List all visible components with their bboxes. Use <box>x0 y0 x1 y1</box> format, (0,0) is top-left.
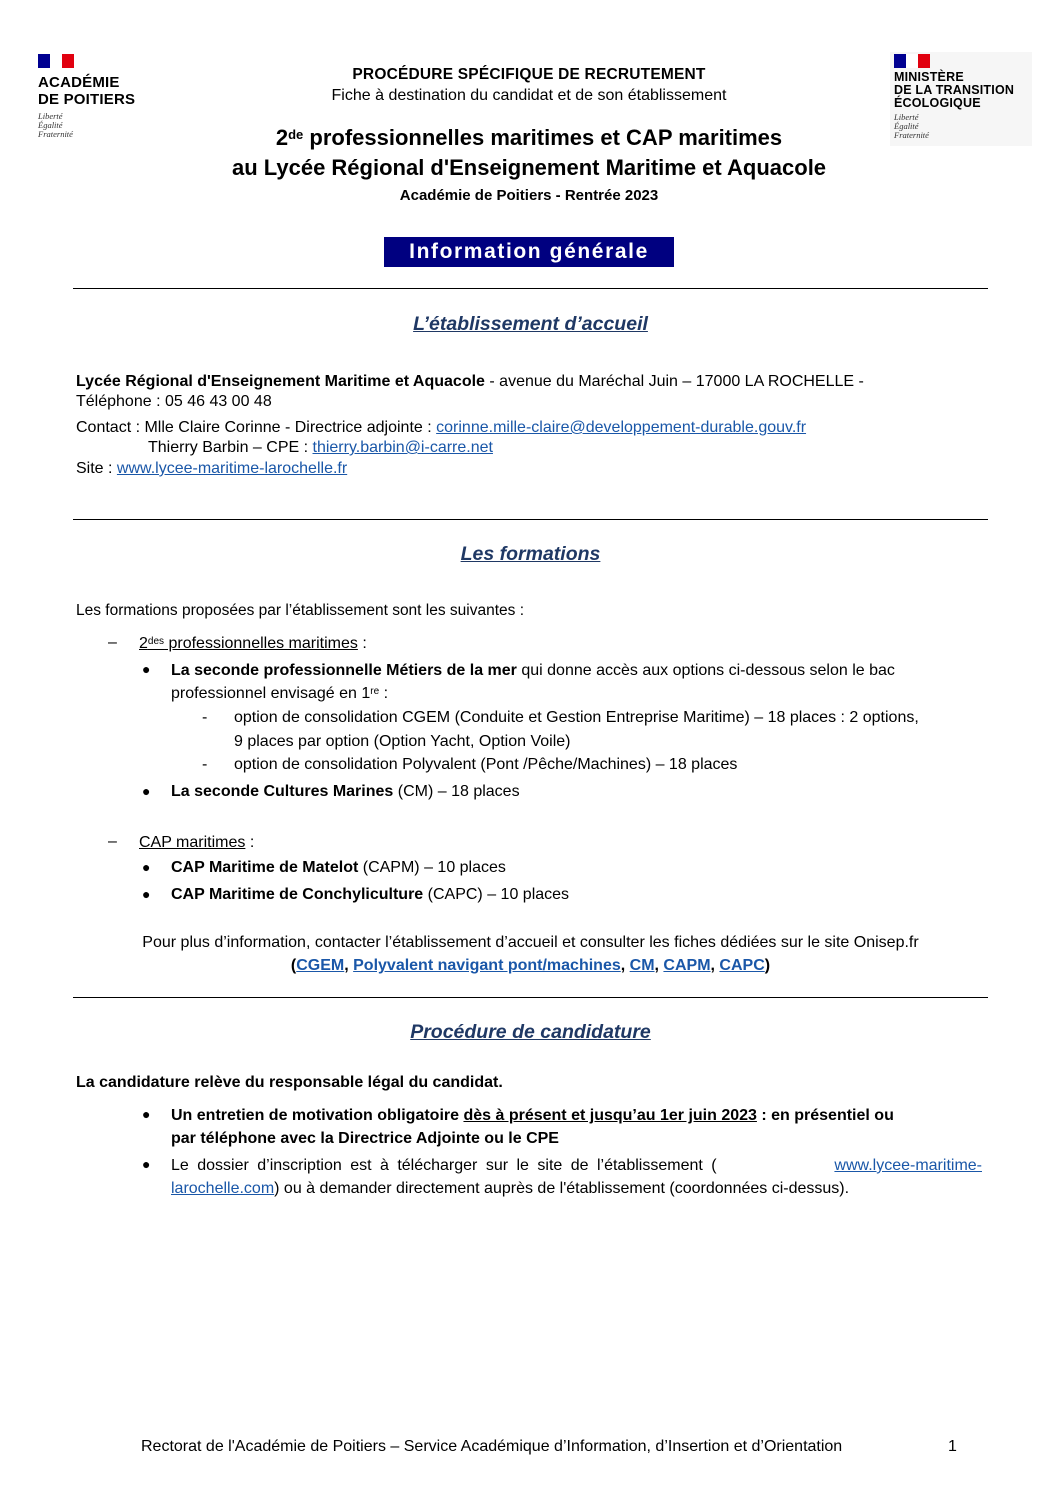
section-title-formations: Les formations <box>460 543 601 565</box>
flag-icon <box>894 54 930 68</box>
contact-line-1: Contact : Mlle Claire Corinne - Directrice adjointe : corinne.mille-claire@developpement-durable.gouv.fr <box>76 419 807 436</box>
bullet-icon: ● <box>142 886 151 902</box>
link-cm[interactable]: CM <box>629 957 655 974</box>
footer-text: Rectorat de l'Académie de Poitiers – Service Académique d’Information, d’Insertion et d’Orientation <box>141 1438 843 1455</box>
phone-line: Téléphone : 05 46 43 00 48 <box>76 393 272 410</box>
dash-icon: – <box>108 833 117 850</box>
option-polyvalent: option de consolidation Polyvalent (Pont /Pêche/Machines) – 18 places <box>234 756 738 773</box>
entretien-line2: par téléphone avec la Directrice Adjointe ou le CPE <box>171 1130 559 1147</box>
email-link-directrice[interactable]: corinne.mille-claire@developpement-durable.gouv.fr <box>436 419 807 436</box>
formation-item-cultures-marines: La seconde Cultures Marines (CM) – 18 places <box>171 783 520 800</box>
logo-motto-3: Fraternité <box>38 129 73 139</box>
logo-motto-2: Égalité <box>38 120 63 130</box>
entretien-line1: Un entretien de motivation obligatoire dès à présent et jusqu’au 1er juin 2023 : en présentiel ou <box>171 1107 894 1124</box>
dossier-line2: larochelle.com) ou à demander directement auprès de l'établissement (coordonnées ci-dessus). <box>171 1180 850 1197</box>
logo-name-line1: MINISTÈRE <box>894 70 964 84</box>
site-link-dossier-cont[interactable]: larochelle.com <box>171 1180 275 1197</box>
dossier-line1: Le dossier d’inscription est à télécharger sur le site de l’établissement ( www.lycee-maritime- <box>171 1157 982 1174</box>
section-title-candidature: Procédure de candidature <box>410 1021 651 1043</box>
divider <box>73 519 988 520</box>
candidature-intro: La candidature relève du responsable légal du candidat. <box>76 1074 503 1091</box>
link-capc[interactable]: CAPC <box>719 957 765 974</box>
option-cgem-line2: 9 places par option (Option Yacht, Option Voile) <box>234 733 571 750</box>
logo-motto-3: Fraternité <box>894 130 929 140</box>
divider <box>73 997 988 998</box>
contact-line-2: Thierry Barbin – CPE : thierry.barbin@i-carre.net <box>148 439 493 456</box>
info-banner <box>384 237 674 267</box>
page-title-line2: au Lycée Régional d'Enseignement Maritime et Aquacole <box>231 155 827 180</box>
link-cgem[interactable]: CGEM <box>296 957 345 974</box>
page-title-line1: 2de professionnelles maritimes et CAP maritimes <box>275 125 783 150</box>
bullet-icon: ● <box>142 783 151 799</box>
procedure-subtitle: Fiche à destination du candidat et de son établissement <box>331 87 727 104</box>
link-polyvalent[interactable]: Polyvalent navigant pont/machines <box>353 957 621 974</box>
email-link-cpe[interactable]: thierry.barbin@i-carre.net <box>312 439 493 456</box>
formation-item-metiers-mer-line2: professionnel envisagé en 1re : <box>171 685 389 702</box>
bullet-icon: ● <box>142 859 151 875</box>
dash-item-2des: $2^{des}$ professionnelles maritimes : <box>139 635 367 652</box>
academy-year: Académie de Poitiers - Rentrée 2023 <box>399 187 659 204</box>
site-line: Site : www.lycee-maritime-larochelle.fr <box>76 460 348 477</box>
more-info-line: Pour plus d’information, contacter l’établissement d’accueil et consulter les fiches dédiées sur le site Onisep.fr <box>142 934 919 951</box>
logo-motto-1: Liberté <box>38 111 63 121</box>
logo-motto-2: Égalité <box>894 121 919 131</box>
flag-icon <box>38 54 74 68</box>
hyphen-icon: - <box>202 756 208 773</box>
formations-intro: Les formations proposées par l’établissement sont les suivantes : <box>76 602 525 619</box>
dash-item-cap: CAP maritimes : <box>139 834 255 851</box>
section-title-accueil: L’établissement d’accueil <box>413 313 648 335</box>
logo-motto-1: Liberté <box>894 112 919 122</box>
bullet-icon: ● <box>142 1156 151 1172</box>
logo-name-line3: ÉCOLOGIQUE <box>894 96 981 110</box>
bullet-icon: ● <box>142 661 151 677</box>
hyphen-icon: - <box>202 709 208 726</box>
logo-name-line2: DE LA TRANSITION <box>894 83 1015 97</box>
cap-item-conchyliculture: CAP Maritime de Conchyliculture (CAPC) – 10 places <box>171 886 570 903</box>
onisep-links: (CGEM, Polyvalent navigant pont/machines, CM, CAPM, CAPC) <box>290 957 771 974</box>
procedure-heading: PROCÉDURE SPÉCIFIQUE DE RECRUTEMENT <box>352 66 706 83</box>
cap-item-matelot: CAP Maritime de Matelot (CAPM) – 10 places <box>171 859 506 876</box>
banner-text: Information générale <box>409 240 649 263</box>
logo-name-line2: DE POITIERS <box>38 91 136 108</box>
logo-name-line1: ACADÉMIE <box>38 74 120 91</box>
bullet-icon: ● <box>142 1106 151 1122</box>
page-number: 1 <box>948 1438 957 1455</box>
dash-icon: – <box>108 634 117 651</box>
divider <box>73 288 988 289</box>
site-link[interactable]: www.lycee-maritime-larochelle.fr <box>116 460 348 477</box>
link-capm[interactable]: CAPM <box>663 957 711 974</box>
formation-item-metiers-mer: La seconde professionnelle Métiers de la mer qui donne accès aux options ci-dessous selon le bac <box>171 662 895 679</box>
lycee-address-line: Lycée Régional d'Enseignement Maritime et Aquacole - avenue du Maréchal Juin – 17000 LA ROCHELLE - <box>76 373 864 390</box>
option-cgem-line1: option de consolidation CGEM (Conduite et Gestion Entreprise Maritime) – 18 places : 2 options, <box>234 709 919 726</box>
site-link-dossier[interactable]: www.lycee-maritime- <box>834 1157 982 1174</box>
